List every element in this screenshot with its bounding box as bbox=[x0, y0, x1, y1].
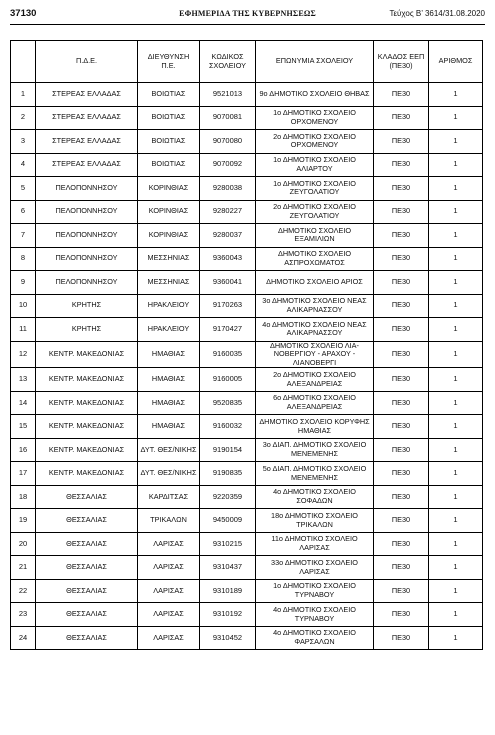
row-directorate: ΗΜΑΘΙΑΣ bbox=[138, 341, 200, 368]
row-school-code: 9070080 bbox=[200, 130, 256, 154]
row-pde: ΚΡΗΤΗΣ bbox=[36, 294, 138, 318]
row-index: 13 bbox=[11, 368, 36, 392]
row-specialty: ΠΕ30 bbox=[374, 626, 429, 650]
row-pde: ΘΕΣΣΑΛΙΑΣ bbox=[36, 579, 138, 603]
row-count: 1 bbox=[429, 579, 483, 603]
row-school-name: 11ο ΔΗΜΟΤΙΚΟ ΣΧΟΛΕΙΟ ΛΑΡΙΣΑΣ bbox=[256, 532, 374, 556]
row-pde: ΘΕΣΣΑΛΙΑΣ bbox=[36, 532, 138, 556]
row-pde: ΚΕΝΤΡ. ΜΑΚΕΔΟΝΙΑΣ bbox=[36, 341, 138, 368]
row-specialty: ΠΕ30 bbox=[374, 556, 429, 580]
row-pde: ΠΕΛΟΠΟΝΝΗΣΟΥ bbox=[36, 247, 138, 271]
row-count: 1 bbox=[429, 106, 483, 130]
col-header-directorate: ΔΙΕΥΘΥΝΣΗ Π.Ε. bbox=[138, 41, 200, 83]
row-index: 3 bbox=[11, 130, 36, 154]
row-index: 22 bbox=[11, 579, 36, 603]
row-specialty: ΠΕ30 bbox=[374, 368, 429, 392]
row-specialty: ΠΕ30 bbox=[374, 153, 429, 177]
row-specialty: ΠΕ30 bbox=[374, 438, 429, 462]
row-school-code: 9280037 bbox=[200, 224, 256, 248]
row-count: 1 bbox=[429, 415, 483, 439]
row-index: 14 bbox=[11, 391, 36, 415]
row-index: 8 bbox=[11, 247, 36, 271]
row-directorate: ΗΜΑΘΙΑΣ bbox=[138, 391, 200, 415]
row-count: 1 bbox=[429, 532, 483, 556]
row-school-name: 1ο ΔΗΜΟΤΙΚΟ ΣΧΟΛΕΙΟ ΖΕΥΓΟΛΑΤΙΟΥ bbox=[256, 177, 374, 201]
row-pde: ΠΕΛΟΠΟΝΝΗΣΟΥ bbox=[36, 177, 138, 201]
row-count: 1 bbox=[429, 130, 483, 154]
table-row bbox=[11, 247, 483, 271]
row-count: 1 bbox=[429, 177, 483, 201]
row-directorate: ΚΟΡΙΝΘΙΑΣ bbox=[138, 177, 200, 201]
row-count: 1 bbox=[429, 224, 483, 248]
table-row bbox=[11, 579, 483, 603]
col-header-pde: Π.Δ.Ε. bbox=[36, 41, 138, 83]
row-school-name: 2ο ΔΗΜΟΤΙΚΟ ΣΧΟΛΕΙΟ ΑΛΕΞΑΝΔΡΕΙΑΣ bbox=[256, 368, 374, 392]
row-specialty: ΠΕ30 bbox=[374, 106, 429, 130]
row-school-name: 4ο ΔΗΜΟΤΙΚΟ ΣΧΟΛΕΙΟ ΦΑΡΣΑΛΩΝ bbox=[256, 626, 374, 650]
row-directorate: ΛΑΡΙΣΑΣ bbox=[138, 532, 200, 556]
row-directorate: ΚΑΡΔΙΤΣΑΣ bbox=[138, 485, 200, 509]
row-specialty: ΠΕ30 bbox=[374, 532, 429, 556]
row-school-name: 2ο ΔΗΜΟΤΙΚΟ ΣΧΟΛΕΙΟ ΖΕΥΓΟΛΑΤΙΟΥ bbox=[256, 200, 374, 224]
page-number: 37130 bbox=[10, 8, 37, 19]
table-header-row bbox=[11, 41, 483, 83]
row-school-code: 9160005 bbox=[200, 368, 256, 392]
row-index: 24 bbox=[11, 626, 36, 650]
row-school-code: 9521013 bbox=[200, 83, 256, 107]
row-pde: ΣΤΕΡΕΑΣ ΕΛΛΑΔΑΣ bbox=[36, 130, 138, 154]
row-school-code: 9160035 bbox=[200, 341, 256, 368]
row-directorate: ΜΕΣΣΗΝΙΑΣ bbox=[138, 271, 200, 295]
row-directorate: ΛΑΡΙΣΑΣ bbox=[138, 603, 200, 627]
page-header bbox=[10, 8, 485, 25]
table-row bbox=[11, 485, 483, 509]
row-school-code: 9170263 bbox=[200, 294, 256, 318]
table-row bbox=[11, 318, 483, 342]
table-row bbox=[11, 603, 483, 627]
row-count: 1 bbox=[429, 485, 483, 509]
row-school-name: 3ο ΔΗΜΟΤΙΚΟ ΣΧΟΛΕΙΟ ΝΕΑΣ ΑΛΙΚΑΡΝΑΣΣΟΥ bbox=[256, 294, 374, 318]
table-row bbox=[11, 177, 483, 201]
row-index: 21 bbox=[11, 556, 36, 580]
row-specialty: ΠΕ30 bbox=[374, 200, 429, 224]
row-count: 1 bbox=[429, 438, 483, 462]
row-school-name: 1ο ΔΗΜΟΤΙΚΟ ΣΧΟΛΕΙΟ ΤΥΡΝΑΒΟΥ bbox=[256, 579, 374, 603]
row-index: 1 bbox=[11, 83, 36, 107]
row-school-code: 9450009 bbox=[200, 509, 256, 533]
row-directorate: ΛΑΡΙΣΑΣ bbox=[138, 626, 200, 650]
table-row bbox=[11, 626, 483, 650]
row-school-name: 1ο ΔΗΜΟΤΙΚΟ ΣΧΟΛΕΙΟ ΟΡΧΟΜΕΝΟΥ bbox=[256, 106, 374, 130]
row-directorate: ΔΥΤ. ΘΕΣ/ΝΙΚΗΣ bbox=[138, 438, 200, 462]
row-directorate: ΒΟΙΩΤΙΑΣ bbox=[138, 106, 200, 130]
row-index: 4 bbox=[11, 153, 36, 177]
row-directorate: ΗΜΑΘΙΑΣ bbox=[138, 415, 200, 439]
table-row bbox=[11, 341, 483, 368]
row-count: 1 bbox=[429, 462, 483, 486]
row-school-code: 9310215 bbox=[200, 532, 256, 556]
row-school-name: ΔΗΜΟΤΙΚΟ ΣΧΟΛΕΙΟ ΛΙΑ-ΝΟΒΕΡΓΙΟΥ - ΑΡΑΧΟΥ - ΛΙΑΝΟΒΕΡΓΙ bbox=[256, 341, 374, 368]
row-school-code: 9220359 bbox=[200, 485, 256, 509]
col-header-school-name: ΕΠΩΝΥΜΙΑ ΣΧΟΛΕΙΟΥ bbox=[256, 41, 374, 83]
row-school-name: 9ο ΔΗΜΟΤΙΚΟ ΣΧΟΛΕΙΟ ΘΗΒΑΣ bbox=[256, 83, 374, 107]
table-row bbox=[11, 556, 483, 580]
row-school-code: 9360041 bbox=[200, 271, 256, 295]
row-count: 1 bbox=[429, 271, 483, 295]
row-school-name: 4ο ΔΗΜΟΤΙΚΟ ΣΧΟΛΕΙΟ ΝΕΑΣ ΑΛΙΚΑΡΝΑΣΣΟΥ bbox=[256, 318, 374, 342]
row-pde: ΚΕΝΤΡ. ΜΑΚΕΔΟΝΙΑΣ bbox=[36, 391, 138, 415]
row-school-name: ΔΗΜΟΤΙΚΟ ΣΧΟΛΕΙΟ ΑΣΠΡΟΧΩΜΑΤΟΣ bbox=[256, 247, 374, 271]
row-index: 12 bbox=[11, 341, 36, 368]
row-count: 1 bbox=[429, 341, 483, 368]
row-pde: ΠΕΛΟΠΟΝΝΗΣΟΥ bbox=[36, 271, 138, 295]
row-specialty: ΠΕ30 bbox=[374, 509, 429, 533]
row-pde: ΠΕΛΟΠΟΝΝΗΣΟΥ bbox=[36, 224, 138, 248]
row-directorate: ΤΡΙΚΑΛΩΝ bbox=[138, 509, 200, 533]
row-count: 1 bbox=[429, 318, 483, 342]
row-school-name: 5ο ΔΙΑΠ. ΔΗΜΟΤΙΚΟ ΣΧΟΛΕΙΟ ΜΕΝΕΜΕΝΗΣ bbox=[256, 462, 374, 486]
row-specialty: ΠΕ30 bbox=[374, 271, 429, 295]
row-specialty: ΠΕ30 bbox=[374, 130, 429, 154]
table-row bbox=[11, 509, 483, 533]
table-row bbox=[11, 294, 483, 318]
row-school-name: ΔΗΜΟΤΙΚΟ ΣΧΟΛΕΙΟ ΑΡΙΟΣ bbox=[256, 271, 374, 295]
row-pde: ΚΕΝΤΡ. ΜΑΚΕΔΟΝΙΑΣ bbox=[36, 438, 138, 462]
table-row bbox=[11, 271, 483, 295]
row-school-name: ΔΗΜΟΤΙΚΟ ΣΧΟΛΕΙΟ ΚΟΡΥΦΗΣ ΗΜΑΘΙΑΣ bbox=[256, 415, 374, 439]
row-school-code: 9310437 bbox=[200, 556, 256, 580]
col-header-count: ΑΡΙΘΜΟΣ bbox=[429, 41, 483, 83]
table-row bbox=[11, 83, 483, 107]
row-pde: ΚΕΝΤΡ. ΜΑΚΕΔΟΝΙΑΣ bbox=[36, 415, 138, 439]
row-index: 11 bbox=[11, 318, 36, 342]
row-count: 1 bbox=[429, 200, 483, 224]
table-row bbox=[11, 391, 483, 415]
row-index: 15 bbox=[11, 415, 36, 439]
row-directorate: ΗΡΑΚΛΕΙΟΥ bbox=[138, 294, 200, 318]
row-count: 1 bbox=[429, 391, 483, 415]
table-row bbox=[11, 462, 483, 486]
col-header-school-code: ΚΩΔΙΚΟΣ ΣΧΟΛΕΙΟΥ bbox=[200, 41, 256, 83]
table-row bbox=[11, 130, 483, 154]
row-count: 1 bbox=[429, 368, 483, 392]
row-school-name: 6ο ΔΗΜΟΤΙΚΟ ΣΧΟΛΕΙΟ ΑΛΕΞΑΝΔΡΕΙΑΣ bbox=[256, 391, 374, 415]
row-school-name: 4ο ΔΗΜΟΤΙΚΟ ΣΧΟΛΕΙΟ ΣΟΦΑΔΩΝ bbox=[256, 485, 374, 509]
row-index: 16 bbox=[11, 438, 36, 462]
table-row bbox=[11, 532, 483, 556]
publication-title: ΕΦΗΜΕΡΙΔΑ ΤΗΣ ΚΥΒΕΡΝΗΣΕΩΣ bbox=[179, 9, 316, 18]
row-count: 1 bbox=[429, 83, 483, 107]
row-school-code: 9520835 bbox=[200, 391, 256, 415]
row-index: 20 bbox=[11, 532, 36, 556]
row-school-code: 9170427 bbox=[200, 318, 256, 342]
row-specialty: ΠΕ30 bbox=[374, 485, 429, 509]
row-directorate: ΛΑΡΙΣΑΣ bbox=[138, 579, 200, 603]
row-count: 1 bbox=[429, 294, 483, 318]
table-row bbox=[11, 415, 483, 439]
row-specialty: ΠΕ30 bbox=[374, 391, 429, 415]
table-row bbox=[11, 438, 483, 462]
row-index: 2 bbox=[11, 106, 36, 130]
row-count: 1 bbox=[429, 556, 483, 580]
row-pde: ΠΕΛΟΠΟΝΝΗΣΟΥ bbox=[36, 200, 138, 224]
table-row bbox=[11, 106, 483, 130]
table-row bbox=[11, 224, 483, 248]
row-directorate: ΗΡΑΚΛΕΙΟΥ bbox=[138, 318, 200, 342]
schools-table bbox=[10, 40, 483, 650]
row-specialty: ΠΕ30 bbox=[374, 579, 429, 603]
row-school-code: 9160032 bbox=[200, 415, 256, 439]
row-index: 18 bbox=[11, 485, 36, 509]
row-directorate: ΛΑΡΙΣΑΣ bbox=[138, 556, 200, 580]
row-school-name: 18ο ΔΗΜΟΤΙΚΟ ΣΧΟΛΕΙΟ ΤΡΙΚΑΛΩΝ bbox=[256, 509, 374, 533]
row-index: 5 bbox=[11, 177, 36, 201]
row-index: 9 bbox=[11, 271, 36, 295]
row-school-code: 9360043 bbox=[200, 247, 256, 271]
row-school-code: 9070081 bbox=[200, 106, 256, 130]
row-school-name: 2ο ΔΗΜΟΤΙΚΟ ΣΧΟΛΕΙΟ ΟΡΧΟΜΕΝΟΥ bbox=[256, 130, 374, 154]
row-school-code: 9310452 bbox=[200, 626, 256, 650]
row-pde: ΣΤΕΡΕΑΣ ΕΛΛΑΔΑΣ bbox=[36, 153, 138, 177]
row-specialty: ΠΕ30 bbox=[374, 603, 429, 627]
row-pde: ΘΕΣΣΑΛΙΑΣ bbox=[36, 485, 138, 509]
row-school-name: ΔΗΜΟΤΙΚΟ ΣΧΟΛΕΙΟ ΕΞΑΜΙΛΙΩΝ bbox=[256, 224, 374, 248]
row-school-name: 4ο ΔΗΜΟΤΙΚΟ ΣΧΟΛΕΙΟ ΤΥΡΝΑΒΟΥ bbox=[256, 603, 374, 627]
row-count: 1 bbox=[429, 626, 483, 650]
row-directorate: ΒΟΙΩΤΙΑΣ bbox=[138, 83, 200, 107]
row-school-name: 33ο ΔΗΜΟΤΙΚΟ ΣΧΟΛΕΙΟ ΛΑΡΙΣΑΣ bbox=[256, 556, 374, 580]
row-school-name: 3ο ΔΙΑΠ. ΔΗΜΟΤΙΚΟ ΣΧΟΛΕΙΟ ΜΕΝΕΜΕΝΗΣ bbox=[256, 438, 374, 462]
row-pde: ΚΕΝΤΡ. ΜΑΚΕΔΟΝΙΑΣ bbox=[36, 462, 138, 486]
row-pde: ΚΡΗΤΗΣ bbox=[36, 318, 138, 342]
row-pde: ΘΕΣΣΑΛΙΑΣ bbox=[36, 509, 138, 533]
table-row bbox=[11, 200, 483, 224]
col-header-index bbox=[11, 41, 36, 83]
row-pde: ΘΕΣΣΑΛΙΑΣ bbox=[36, 556, 138, 580]
table-body bbox=[11, 83, 483, 650]
row-directorate: ΚΟΡΙΝΘΙΑΣ bbox=[138, 200, 200, 224]
row-directorate: ΚΟΡΙΝΘΙΑΣ bbox=[138, 224, 200, 248]
row-index: 7 bbox=[11, 224, 36, 248]
row-pde: ΣΤΕΡΕΑΣ ΕΛΛΑΔΑΣ bbox=[36, 83, 138, 107]
row-specialty: ΠΕ30 bbox=[374, 341, 429, 368]
table-row bbox=[11, 368, 483, 392]
row-count: 1 bbox=[429, 247, 483, 271]
row-school-code: 9280038 bbox=[200, 177, 256, 201]
row-index: 23 bbox=[11, 603, 36, 627]
row-school-code: 9190154 bbox=[200, 438, 256, 462]
row-specialty: ΠΕ30 bbox=[374, 247, 429, 271]
row-specialty: ΠΕ30 bbox=[374, 224, 429, 248]
row-directorate: ΔΥΤ. ΘΕΣ/ΝΙΚΗΣ bbox=[138, 462, 200, 486]
row-specialty: ΠΕ30 bbox=[374, 177, 429, 201]
row-directorate: ΒΟΙΩΤΙΑΣ bbox=[138, 153, 200, 177]
row-directorate: ΜΕΣΣΗΝΙΑΣ bbox=[138, 247, 200, 271]
row-count: 1 bbox=[429, 509, 483, 533]
table-row bbox=[11, 153, 483, 177]
row-specialty: ΠΕ30 bbox=[374, 83, 429, 107]
row-pde: ΣΤΕΡΕΑΣ ΕΛΛΑΔΑΣ bbox=[36, 106, 138, 130]
row-pde: ΚΕΝΤΡ. ΜΑΚΕΔΟΝΙΑΣ bbox=[36, 368, 138, 392]
row-school-code: 9070092 bbox=[200, 153, 256, 177]
issue-info: Τεύχος Β’ 3614/31.08.2020 bbox=[389, 9, 485, 18]
row-pde: ΘΕΣΣΑΛΙΑΣ bbox=[36, 603, 138, 627]
row-pde: ΘΕΣΣΑΛΙΑΣ bbox=[36, 626, 138, 650]
row-school-code: 9310189 bbox=[200, 579, 256, 603]
row-index: 6 bbox=[11, 200, 36, 224]
row-specialty: ΠΕ30 bbox=[374, 318, 429, 342]
row-specialty: ΠΕ30 bbox=[374, 415, 429, 439]
row-school-code: 9280227 bbox=[200, 200, 256, 224]
row-index: 10 bbox=[11, 294, 36, 318]
row-count: 1 bbox=[429, 603, 483, 627]
row-specialty: ΠΕ30 bbox=[374, 462, 429, 486]
row-index: 19 bbox=[11, 509, 36, 533]
row-index: 17 bbox=[11, 462, 36, 486]
row-directorate: ΗΜΑΘΙΑΣ bbox=[138, 368, 200, 392]
row-specialty: ΠΕ30 bbox=[374, 294, 429, 318]
row-school-code: 9190835 bbox=[200, 462, 256, 486]
row-school-code: 9310192 bbox=[200, 603, 256, 627]
col-header-specialty: ΚΛΑΔΟΣ ΕΕΠ (ΠΕ30) bbox=[374, 41, 429, 83]
row-directorate: ΒΟΙΩΤΙΑΣ bbox=[138, 130, 200, 154]
row-school-name: 1ο ΔΗΜΟΤΙΚΟ ΣΧΟΛΕΙΟ ΑΛΙΑΡΤΟΥ bbox=[256, 153, 374, 177]
row-count: 1 bbox=[429, 153, 483, 177]
